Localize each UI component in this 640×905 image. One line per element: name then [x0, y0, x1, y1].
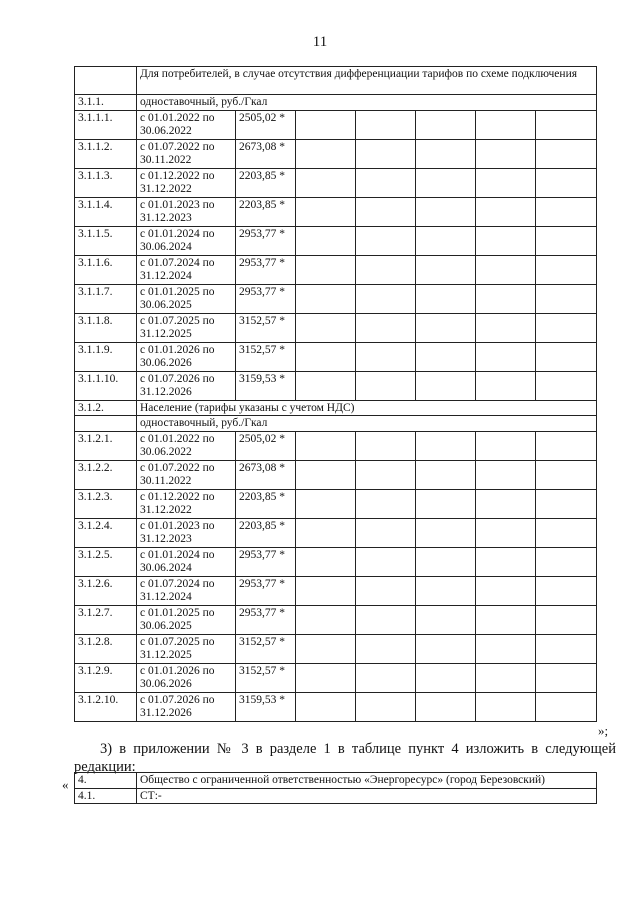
- row-code: [75, 416, 137, 432]
- period-cell: с 01.01.2023 по 31.12.2023: [137, 518, 236, 547]
- row-code: 3.1.2.6.: [75, 576, 137, 605]
- empty-cell: [476, 663, 536, 692]
- row-code: 3.1.2.3.: [75, 489, 137, 518]
- empty-cell: [356, 110, 416, 139]
- row-code: 3.1.2.7.: [75, 605, 137, 634]
- period-cell: с 01.01.2025 по 30.06.2025: [137, 605, 236, 634]
- empty-cell: [416, 634, 476, 663]
- empty-cell: [356, 313, 416, 342]
- tariff-value-cell: 2505,02 *: [236, 110, 296, 139]
- tariff-value-cell: 2673,08 *: [236, 460, 296, 489]
- empty-cell: [536, 634, 597, 663]
- row-code: 3.1.2.1.: [75, 431, 137, 460]
- empty-cell: [356, 168, 416, 197]
- empty-cell: [356, 371, 416, 400]
- empty-cell: [476, 547, 536, 576]
- empty-cell: [296, 634, 356, 663]
- row-code: 4.: [75, 773, 137, 789]
- empty-cell: [296, 371, 356, 400]
- period-cell: с 01.01.2026 по 30.06.2026: [137, 342, 236, 371]
- empty-cell: [356, 518, 416, 547]
- tariff-value-cell: 2953,77 *: [236, 284, 296, 313]
- period-cell: с 01.01.2025 по 30.06.2025: [137, 284, 236, 313]
- empty-cell: [536, 197, 597, 226]
- empty-cell: [356, 197, 416, 226]
- section-label: Население (тарифы указаны с учетом НДС): [137, 400, 597, 416]
- row-code: 3.1.1.1.: [75, 110, 137, 139]
- empty-cell: [296, 313, 356, 342]
- empty-cell: [476, 634, 536, 663]
- table-row: [75, 226, 597, 255]
- empty-cell: [356, 663, 416, 692]
- empty-cell: [356, 692, 416, 721]
- empty-cell: [416, 518, 476, 547]
- empty-cell: [536, 255, 597, 284]
- row-code: 3.1.2.8.: [75, 634, 137, 663]
- empty-cell: [536, 342, 597, 371]
- empty-cell: [416, 110, 476, 139]
- empty-cell: [476, 284, 536, 313]
- table-section-row: [75, 400, 597, 416]
- section-label: одноставочный, руб./Гкал: [137, 95, 597, 111]
- tariff-value-cell: 2953,77 *: [236, 255, 296, 284]
- empty-cell: [476, 110, 536, 139]
- tariff-value-cell: 2953,77 *: [236, 576, 296, 605]
- opening-quote: «: [62, 777, 69, 792]
- tariff-value-cell: 3152,57 *: [236, 342, 296, 371]
- empty-cell: [536, 226, 597, 255]
- row-code: 3.1.2.2.: [75, 460, 137, 489]
- tariff-value-cell: 2673,08 *: [236, 139, 296, 168]
- empty-cell: [296, 663, 356, 692]
- table-row: [75, 168, 597, 197]
- empty-cell: [536, 460, 597, 489]
- table-section-row: [75, 416, 597, 432]
- empty-cell: [356, 634, 416, 663]
- empty-cell: [536, 576, 597, 605]
- empty-cell: [536, 168, 597, 197]
- period-cell: с 01.07.2026 по 31.12.2026: [137, 371, 236, 400]
- table-row: [75, 605, 597, 634]
- empty-cell: [476, 371, 536, 400]
- empty-cell: [476, 342, 536, 371]
- empty-cell: [296, 576, 356, 605]
- row-code: 3.1.2.10.: [75, 692, 137, 721]
- table-row: [75, 342, 597, 371]
- empty-cell: [416, 431, 476, 460]
- empty-cell: [416, 255, 476, 284]
- row-code: 3.1.1.2.: [75, 139, 137, 168]
- tariff-value-cell: 2203,85 *: [236, 518, 296, 547]
- tariff-value-cell: 2203,85 *: [236, 489, 296, 518]
- empty-cell: [296, 110, 356, 139]
- empty-cell: [476, 197, 536, 226]
- row-code: 3.1.1.: [75, 95, 137, 111]
- table-row: [75, 489, 597, 518]
- empty-cell: [296, 168, 356, 197]
- empty-cell: [536, 110, 597, 139]
- empty-cell: [476, 460, 536, 489]
- row-code: 3.1.2.: [75, 400, 137, 416]
- tariff-value-cell: 2203,85 *: [236, 168, 296, 197]
- empty-cell: [356, 284, 416, 313]
- empty-cell: [536, 605, 597, 634]
- empty-cell: [416, 226, 476, 255]
- period-cell: с 01.01.2024 по 30.06.2024: [137, 547, 236, 576]
- tariff-value-cell: 2505,02 *: [236, 431, 296, 460]
- empty-cell: [356, 489, 416, 518]
- empty-cell: [476, 518, 536, 547]
- period-cell: с 01.01.2026 по 30.06.2026: [137, 663, 236, 692]
- table-row: [75, 371, 597, 400]
- tariff-value-cell: 2953,77 *: [236, 605, 296, 634]
- closing-quote: »;: [598, 723, 609, 738]
- empty-cell: [416, 139, 476, 168]
- empty-cell: [536, 663, 597, 692]
- table-row: [75, 110, 597, 139]
- row-code: 3.1.2.9.: [75, 663, 137, 692]
- period-cell: с 01.07.2022 по 30.11.2022: [137, 139, 236, 168]
- empty-cell: [476, 489, 536, 518]
- table-header-text: Для потребителей, в случае отсутствия дифференциации тарифов по схеме подключения: [137, 67, 597, 95]
- empty-cell: [296, 197, 356, 226]
- period-cell: с 01.07.2024 по 31.12.2024: [137, 255, 236, 284]
- tariff-value-cell: 3159,53 *: [236, 692, 296, 721]
- table-section-row: [75, 95, 597, 111]
- empty-cell: [476, 692, 536, 721]
- tariff-value-cell: 2203,85 *: [236, 197, 296, 226]
- org-table-row: [75, 773, 597, 789]
- empty-cell: [476, 139, 536, 168]
- empty-cell: [416, 605, 476, 634]
- empty-cell: [296, 489, 356, 518]
- empty-cell: [476, 576, 536, 605]
- empty-cell: [536, 139, 597, 168]
- empty-cell: [476, 168, 536, 197]
- empty-cell: [536, 692, 597, 721]
- period-cell: с 01.07.2025 по 31.12.2025: [137, 313, 236, 342]
- period-cell: с 01.07.2024 по 31.12.2024: [137, 576, 236, 605]
- empty-cell: [476, 431, 536, 460]
- empty-cell: [536, 547, 597, 576]
- empty-cell: [536, 284, 597, 313]
- row-code: 4.1.: [75, 788, 137, 804]
- tariff-value-cell: 3152,57 *: [236, 663, 296, 692]
- empty-cell: [296, 460, 356, 489]
- empty-cell: [416, 197, 476, 226]
- empty-cell: [296, 692, 356, 721]
- tariff-value-cell: 3159,53 *: [236, 371, 296, 400]
- empty-cell: [416, 576, 476, 605]
- row-code: 3.1.1.8.: [75, 313, 137, 342]
- table-row: [75, 313, 597, 342]
- empty-cell: [356, 547, 416, 576]
- empty-cell: [356, 431, 416, 460]
- empty-cell: [356, 342, 416, 371]
- empty-cell: [476, 255, 536, 284]
- table-row: [75, 284, 597, 313]
- period-cell: с 01.07.2026 по 31.12.2026: [137, 692, 236, 721]
- empty-cell: [296, 518, 356, 547]
- row-code: 3.1.2.5.: [75, 547, 137, 576]
- row-code: 3.1.1.9.: [75, 342, 137, 371]
- empty-cell: [416, 342, 476, 371]
- empty-cell: [296, 255, 356, 284]
- table-row: [75, 255, 597, 284]
- table-row: [75, 431, 597, 460]
- empty-cell: [356, 139, 416, 168]
- empty-cell: [416, 489, 476, 518]
- row-code: 3.1.1.3.: [75, 168, 137, 197]
- empty-cell: [416, 663, 476, 692]
- table-header-code-cell: [75, 67, 137, 95]
- empty-cell: [356, 255, 416, 284]
- page-number: 11: [312, 34, 328, 50]
- period-cell: с 01.01.2022 по 30.06.2022: [137, 431, 236, 460]
- tariff-value-cell: 2953,77 *: [236, 226, 296, 255]
- empty-cell: [416, 284, 476, 313]
- empty-cell: [356, 226, 416, 255]
- period-cell: с 01.12.2022 по 31.12.2022: [137, 168, 236, 197]
- empty-cell: [296, 226, 356, 255]
- empty-cell: [476, 313, 536, 342]
- period-cell: с 01.12.2022 по 31.12.2022: [137, 489, 236, 518]
- tariff-table: [74, 66, 597, 722]
- period-cell: с 01.07.2022 по 30.11.2022: [137, 460, 236, 489]
- empty-cell: [416, 371, 476, 400]
- empty-cell: [296, 431, 356, 460]
- row-code: 3.1.2.4.: [75, 518, 137, 547]
- row-code: 3.1.1.7.: [75, 284, 137, 313]
- table-row: [75, 576, 597, 605]
- org-table-row: [75, 788, 597, 804]
- empty-cell: [296, 139, 356, 168]
- empty-cell: [296, 284, 356, 313]
- table-row: [75, 460, 597, 489]
- empty-cell: [476, 226, 536, 255]
- empty-cell: [536, 489, 597, 518]
- empty-cell: [356, 576, 416, 605]
- empty-cell: [536, 431, 597, 460]
- empty-cell: [356, 460, 416, 489]
- table-row: [75, 518, 597, 547]
- period-cell: с 01.01.2022 по 30.06.2022: [137, 110, 236, 139]
- tariff-value-cell: 2953,77 *: [236, 547, 296, 576]
- empty-cell: [416, 547, 476, 576]
- empty-cell: [476, 605, 536, 634]
- empty-cell: [416, 313, 476, 342]
- tariff-value-cell: 3152,57 *: [236, 634, 296, 663]
- empty-cell: [536, 313, 597, 342]
- empty-cell: [296, 342, 356, 371]
- table-row: [75, 197, 597, 226]
- section-label: одноставочный, руб./Гкал: [137, 416, 597, 432]
- table-row: [75, 547, 597, 576]
- empty-cell: [416, 168, 476, 197]
- org-text-cell: СТ:-: [137, 788, 597, 804]
- table-row: [75, 139, 597, 168]
- row-code: 3.1.1.4.: [75, 197, 137, 226]
- amendment-paragraph: 3) в приложении № 3 в разделе 1 в таблице пункт 4 изложить в следующей редакции:: [74, 741, 616, 775]
- empty-cell: [296, 547, 356, 576]
- table-row: [75, 634, 597, 663]
- empty-cell: [536, 518, 597, 547]
- empty-cell: [416, 692, 476, 721]
- table-row: [75, 663, 597, 692]
- row-code: 3.1.1.5.: [75, 226, 137, 255]
- period-cell: с 01.01.2023 по 31.12.2023: [137, 197, 236, 226]
- period-cell: с 01.07.2025 по 31.12.2025: [137, 634, 236, 663]
- row-code: 3.1.1.6.: [75, 255, 137, 284]
- empty-cell: [296, 605, 356, 634]
- empty-cell: [536, 371, 597, 400]
- organization-table: [74, 772, 597, 804]
- tariff-value-cell: 3152,57 *: [236, 313, 296, 342]
- org-text-cell: Общество с ограниченной ответственностью «Энергоресурс» (город Березовский): [137, 773, 597, 789]
- empty-cell: [416, 460, 476, 489]
- period-cell: с 01.01.2024 по 30.06.2024: [137, 226, 236, 255]
- table-header-row: [75, 67, 597, 95]
- row-code: 3.1.1.10.: [75, 371, 137, 400]
- table-row: [75, 692, 597, 721]
- empty-cell: [356, 605, 416, 634]
